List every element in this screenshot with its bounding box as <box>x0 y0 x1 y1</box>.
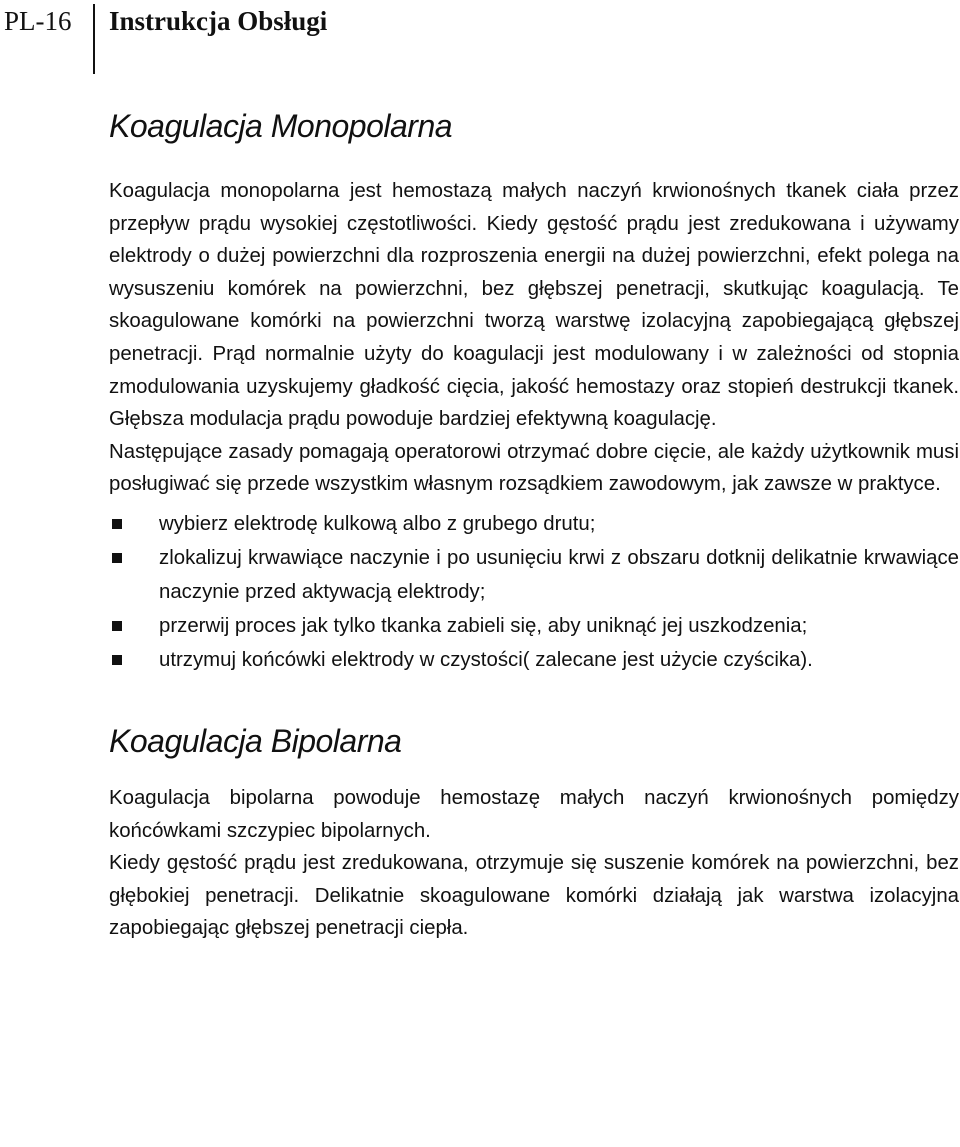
bipolar-paragraph-2: Kiedy gęstość prądu jest zredukowana, otrzymuje się suszenie komórek na powierzchni, bez głębokiej penetracji. Delikatnie skoagulowane komórki działają jak warstwa izolacyjna zapobiegając głębszej penetracji ciepła. <box>109 852 959 940</box>
list-item <box>109 609 959 643</box>
list-item-text: zlokalizuj krwawiące naczynie i po usunięciu krwi z obszaru dotknij delikatnie krwawiące naczynie przed aktywacją elektrody; <box>159 546 959 603</box>
page-content <box>109 108 959 945</box>
list-item-text: utrzymuj końcówki elektrody w czystości( zalecane jest użycie czyścika). <box>159 648 813 671</box>
square-bullet-icon <box>112 553 122 563</box>
instruction-list <box>109 507 959 677</box>
monopolar-paragraph-2: Następujące zasady pomagają operatorowi otrzymać dobre cięcie, ale każdy użytkownik musi posługiwać się przede wszystkim własnym rozsądkiem zawodowym, jak zawsze w praktyce. <box>109 440 959 496</box>
list-item <box>109 541 959 609</box>
document-title: Instrukcja Obsługi <box>109 6 328 36</box>
list-item <box>109 507 959 541</box>
page-header <box>0 0 960 74</box>
list-item-text: przerwij proces jak tylko tkanka zabieli się, aby uniknąć jej uszkodzenia; <box>159 614 808 637</box>
page-number: PL-16 <box>4 6 72 36</box>
section-heading-monopolar: Koagulacja Monopolarna <box>109 108 453 144</box>
bipolar-paragraph-1: Koagulacja bipolarna powoduje hemostazę małych naczyń krwionośnych pomiędzy końcówkami szczypiec bipolarnych. <box>109 786 959 842</box>
square-bullet-icon <box>112 621 122 631</box>
square-bullet-icon <box>112 519 122 529</box>
list-item-text: wybierz elektrodę kulkową albo z grubego drutu; <box>159 512 596 535</box>
header-divider <box>93 4 95 74</box>
square-bullet-icon <box>112 655 122 665</box>
section-heading-bipolar: Koagulacja Bipolarna <box>109 722 402 759</box>
monopolar-paragraph-1: Koagulacja monopolarna jest hemostazą małych naczyń krwionośnych tkanek ciała przez przepływ prądu wysokiej częstotliwości. Kiedy gęstość prądu jest zredukowana i używamy elektrody o dużej powierzchni dla rozproszenia energii na dużej powierzchni, efekt polega na wysuszeniu komórek na powierzchni, bez głębszej penetracji, skutkując koagulacją. Te skoagulowane komórki na powierzchni tworzą warstwę izolacyjną zapobiegającą głębszej penetracji. Prąd normalnie użyty do koagulacji jest modulowany i w zależności od stopnia zmodulowania uzyskujemy gładkość cięcia, jakość hemostazy oraz stopień destrukcji tkanek. Głębsza modulacja prądu powoduje bardziej efektywną koagulację. <box>109 180 959 431</box>
list-item <box>109 643 959 677</box>
